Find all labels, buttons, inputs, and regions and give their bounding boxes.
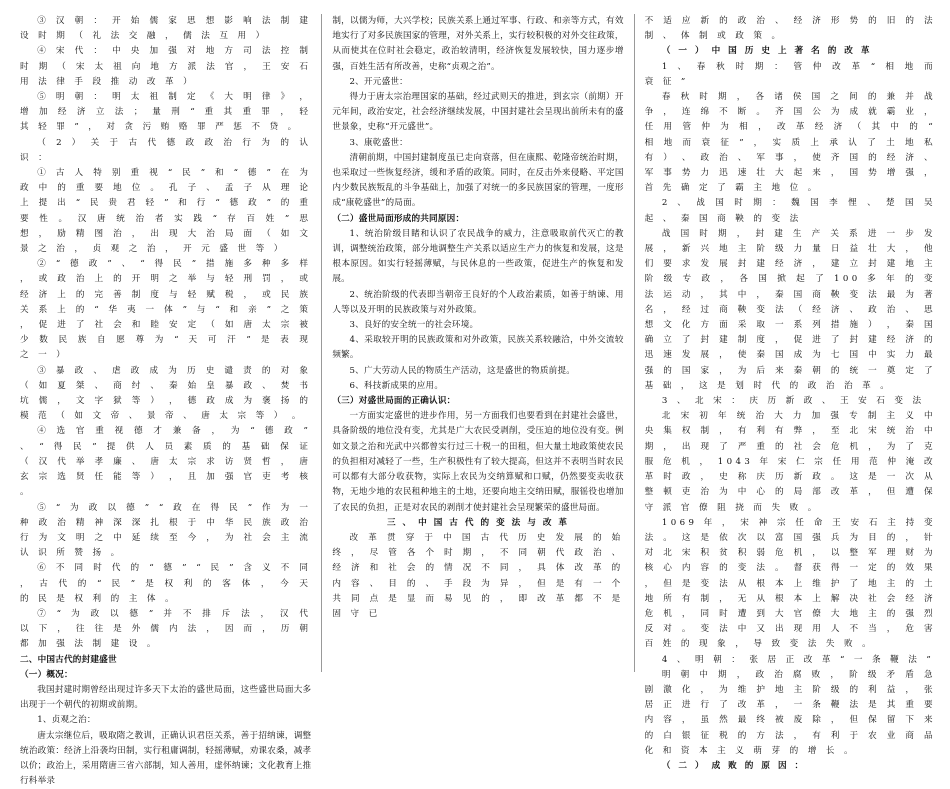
- paragraph: 我国封建时期曾经出现过许多天下太治的盛世局面，这些盛世局面大多出现于一个朝代的初期或前期。: [20, 684, 312, 711]
- paragraph: 得力于唐太宗治理国家的基础，经过武则天的推进，到玄宗（前期）开元年间，政治安定，社会经济继续发展，中国封建社会呈现出前所未有的盛世景象，史称“开元盛世”。: [332, 92, 624, 133]
- paragraph: ③ 暴 政 、 虐 政 成 为 历 史 谴 责 的 对 象 （ 如 夏 桀 、 商 纣 、 秦 始 皇 暴 政 、 焚 书 坑 儒 ， 文 字 狱 等 ） ， 德 政 成 为 褒 扬 的 模 范 （ 如 文 帝 、 景 帝 、 唐 太 宗 等 ） 。: [20, 365, 312, 422]
- paragraph: 4、采取较开明的民族政策和对外政策，民族关系较融洽，中外交流较频繁。: [332, 335, 624, 361]
- paragraph: 1069 年 ， 宋 神 宗 任 命 王 安 石 主 持 变 法 。 这 是 依 次 以 富 国 强 兵 为 目 的 ， 针 对 北 宋 积 贫 积 弱 危 机 ， 以 整 军 理 财 为 核 心 内 容 的 变 法 。 督 获 得 一 定 的 效 果 ， 但 是 变 法 从 根 本 上 维 护 了 地 主 的 土 地 所 有 制 ， 无 从 根 本 上 解 决 社 会 经 济 危 机 ， 同 时 遭 到 大 官 僚 大 地 主 的 强 烈 反 对 。 变 法 中 又 出 现 用 人 不 当 ， 危 害 百 姓 的 现 象 ， 导 致 变 法 失 败 。: [644, 517, 936, 650]
- paragraph: 5、广大劳动人民的物质生产活动，这是盛世的物质前提。: [349, 365, 576, 376]
- paragraph: 战 国 时 期 ， 封 建 生 产 关 系 进 一 步 发 展 ， 新 兴 地 主 阶 级 力 量 日 益 壮 大 ， 他 们 要 求 发 展 封 建 经 济 ， 建 立 封 建 地 主 阶 级 专 政 ， 各 国 掀 起 了 100 多 年 的 变 法 运 动 ， 其 中 ， 秦 国 商 鞅 变 法 最 为 著 名 ， 经 过 商 鞅 变 法 （ 经 济 、 政 治 、 思 想 文 化 方 面 采 取 一 系 列 措 施 ） ， 秦 国 确 立 了 封 建 制 度 ， 促 进 了 封 建 经 济 的 迅 速 发 展 ， 使 秦 国 成 为 七 国 中 实 力 最 强 的 国 家 ， 为 后 来 秦 朝 的 统 一 奠 定 了 基 础 ， 这 是 划 时 代 的 政 治 治 革 。: [644, 228, 936, 391]
- paragraph: 3、良好的安全统一的社会环境。: [349, 320, 479, 331]
- paragraph: 制，以儒为师，大兴学校；民族关系上通过军事、行政、和亲等方式，有效地实行了对多民族国家的管理，对外关系上，实行较积极的对外交往政策，从而使其在位时社会稳定，政治较清明，经济恢复发展较快，国力逐步增强，百姓生活有所改善，史称“贞观之治”。: [332, 16, 624, 72]
- paragraph: 1、贞观之治：: [37, 715, 96, 726]
- paragraph: （一）概况：: [20, 669, 73, 680]
- column-divider: [321, 14, 322, 672]
- paragraph: （ 2 ） 关 于 古 代 德 政 政 治 行 为 的 认 识 ：: [20, 137, 312, 163]
- paragraph: ① 古 人 特 别 重 视 “ 民 ” 和 “ 德 ” 在 为 政 中 的 重 要 地 位 。 孔 子 、 孟 子 从 理 论 上 提 出 “ 民 贵 君 轻 ” 和 行 “ 德 政 ” 的 重 要 性 。 汉 唐 统 治 者 实 践 “ 存 百 姓 ” 思 想 ， 励 精 图 治 ， 出 现 大 治 局 面 （ 如 文 景 之 治 ， 贞 观 之 治 ， 开 元 盛 世 等 ）: [20, 168, 312, 255]
- paragraph: 北 宋 初 年 统 治 大 力 加 强 专 制 主 义 中 央 集 权 制 ， 有 利 有 弊 ， 至 北 宋 统 治 中 期 ， 出 现 了 严 重 的 社 会 危 机 ， 为 了 克 服 危 机 ， 1043 年 宋 仁 宗 任 用 范 仲 淹 改 革 时 政 ， 史 称 庆 历 新 政 。 这 是 一 次 从 整 顿 吏 治 为 中 心 的 局 部 改 革 ， 但 遭 保 守 派 官 僚 阻 挠 而 失 败 。: [644, 411, 936, 513]
- paragraph: 唐太宗继位后，吸取隋之教训，正确认识君臣关系，善于招纳谏，调整统治政策：经济上沿袭均田制，实行租庸调制，轻摇薄赋，劝课农桑，减孝以价；政治上，采用隋唐三省六部制，知人善用，虚怀纳谏；文化教育上推行科举录: [20, 730, 312, 787]
- paragraph: 清朝前期，中国封建制度虽已走向衰落，但在康熙、乾隆帝统治时期，也采取过一些恢复经济，缓和矛盾的政策。同时，在反击外来侵略、平定国内少数民族叛乱的斗争基础上，加强了对统一的多民族国家的管理，一度形成“康乾盛世”的局面。: [332, 152, 624, 209]
- paragraph: 4 、 明 朝 ： 张 居 正 改 革 “ 一 条 鞭 法 ”: [661, 654, 935, 665]
- text-column-middle: [332, 14, 623, 672]
- paragraph: 2、统治阶级的代表即当朝帝王良好的个人政治素质，如善于纳谏、用人等以及开明的民族政策与对外政策。: [332, 289, 624, 315]
- paragraph: 不 适 应 新 的 政 治 、 经 济 形 势 的 旧 的 法 制 、 体 制 或 政 策 。: [644, 16, 936, 42]
- column-divider: [634, 14, 635, 672]
- paragraph: 三 、 中 国 古 代 的 变 法 与 改 革: [386, 517, 570, 528]
- paragraph: （ 二 ） 成 败 的 原 因 ：: [661, 760, 806, 771]
- paragraph: 3、康乾盛世：: [349, 137, 408, 148]
- paragraph: 一方面实定盛世的进步作用，另一方面我们也要看到在封建社会盛世，具备阶级的地位没有变，尤其是广大农民受剥削，受压迫的地位没有变。例如文景之治和光武中兴都曾实行过三十税一的田租，但大量土地政策使农民的负担相对减轻了一些，生产积极性有了较大提高，但这并不表明当时农民可以都有大部分收获物，实际上农民为交纳算赋和口赋，仍然要变卖收获物，无地少地的农民租种地主的土地，还要向地主交纳田赋，服徭役也增加了农民的负担，正是对农民的剥削才使封建社会呈现繁荣的盛世局面。: [332, 411, 624, 513]
- paragraph: ⑤ “ 为 政 以 德 ” “ 政 在 得 民 ” 作 为 一 种 政 治 精 神 深 深 扎 根 于 中 华 民 族 政 治 行 为 文 明 之 中 延 续 至 今 ， 为 社 会 主 流 认 识 所 赞 扬 。: [20, 502, 312, 559]
- paragraph: ③ 汉 朝 ： 开 始 儒 家 思 想 影 响 法 制 建 设 时 期 （ 礼 法 交 融 ， 儒 法 互 用 ）: [20, 16, 312, 42]
- text-column-right: [644, 14, 936, 771]
- paragraph: 1、统治阶级目睹和认识了农民战争的威力，注意吸取前代灭亡的教训，调整统治政策，部分地调整生产关系以适应生产力的恢复和发展，这是根本原因。如实行轻摇薄赋，与民休息的一些政策，促进生产的恢复和发展。: [332, 228, 624, 285]
- paragraph: 1 、 春 秋 时 期 ： 管 仲 改 革 “ 相 地 而 衰 征 ”: [644, 61, 936, 87]
- paragraph: ④ 宋 代 ： 中 央 加 强 对 地 方 司 法 控 制 时 期 （ 宋 太 祖 向 地 方 派 法 官 ， 王 安 石 用 法 律 手 段 推 动 改 革 ）: [20, 46, 312, 87]
- paragraph: （二）盛世局面形成的共同原因：: [332, 213, 465, 224]
- paragraph: 明 朝 中 期 ， 政 治 腐 败 ， 阶 级 矛 盾 急 剧 激 化 ， 为 维 护 地 主 阶 级 的 利 益 ， 张 居 正 进 行 了 改 革 ， 一 条 鞭 法 是 其 重 要 内 容 ， 虽 然 最 终 被 废 除 ， 但 保 留 下 来 的 白 银 征 税 的 方 法 ， 有 利 于 农 业 商 品 化 和 资 本 主 义 萌 芽 的 增 长 。: [644, 669, 936, 756]
- text-column-left: [20, 14, 312, 787]
- paragraph: ② “ 德 政 ” 、 “ 得 民 ” 措 施 多 种 多 样 ， 或 政 治 上 的 开 明 之 举 与 轻 刑 罚 ， 或 经 济 上 的 完 善 制 度 与 轻 赋 税 ， 或 民 族 关 系 上 的 “ 华 夷 一 体 ” 与 “ 和 亲 ” 之 策 ， 促 进 了 社 会 和 睦 安 定 （ 如 唐 太 宗 被 少 数 民 族 自 愿 尊 为 “ 天 可 汗 ” 是 表 现 之 一 ）: [20, 259, 312, 361]
- paragraph: 二、中国古代的封建盛世: [20, 654, 117, 665]
- paragraph: ⑤ 明 朝 ： 明 太 祖 制 定 《 大 明 律 》 ， 增 加 经 济 立 法 ； 量 刑 “ 重 其 重 罪 ， 轻 其 轻 罪 ” ， 对 贪 污 贿 赂 罪 严 惩 不 贷 。: [20, 92, 312, 133]
- paragraph: ④ 选 官 重 视 德 才 兼 备 ， 为 “ 德 政 ” 、 “ 得 民 ” 提 供 人 员 素 质 的 基 础 保 证 （ 汉 代 举 孝 廉 、 唐 太 宗 求 访 贤 哲 ， 唐 玄 宗 选 贤 任 能 等 ） ， 且 加 强 官 吏 考 核 。: [20, 426, 312, 498]
- paragraph: ⑥ 不 同 时 代 的 “ 德 ” “ 民 ” 含 义 不 同 ， 古 代 的 “ 民 ” 是 权 利 的 客 体 ， 今 天 的 民 是 权 利 的 主 体 。: [20, 563, 312, 604]
- paragraph: 3 、 北 宋 ： 庆 历 新 政 、 王 安 石 变 法: [661, 396, 925, 407]
- paragraph: 改 革 贯 穿 于 中 国 古 代 历 史 发 展 的 始 终 ， 尽 管 各 个 时 期 ， 不 同 朝 代 政 治 、 经 济 和 社 会 的 情 况 不 同 ， 具 体 改 革 的 内 容 、 目 的 、 手 段 为 异 ， 但 是 有 一 个 共 同 点 是 显 而 易 见 的 ， 即 改 革 都 不 是 固 守 已: [332, 532, 624, 619]
- paragraph: 6、科技新成果的应用。: [349, 380, 444, 391]
- paragraph: 春 秋 时 期 ， 各 诸 侯 国 之 间 的 兼 并 战 争 ， 连 绵 不 断 。 齐 国 公 为 成 就 霸 业 ， 任 用 管 仲 为 相 ， 改 革 经 济 （ 其 中 的 “ 相 地 而 衰 征 ” ， 实 质 上 承 认 了 土 地 私 有 ） 、 政 治 、 军 事 ， 使 齐 国 的 经 济 、 军 事 势 力 迅 速 壮 大 起 来 ， 国 势 增 强 ， 首 先 确 定 了 霸 主 地 位 。: [644, 92, 936, 194]
- paragraph: ⑦ “ 为 政 以 德 ” 并 不 排 斥 法 ， 汉 代 以 下 ， 往 往 是 外 儒 内 法 ， 因 而 ， 历 朝 都 加 强 法 制 建 设 。: [20, 608, 312, 650]
- paragraph: （ 一 ） 中 国 历 史 上 著 名 的 改 革: [661, 46, 872, 57]
- paragraph: 2 、 战 国 时 期 ： 魏 国 李 悝 、 楚 国 吴 起 、 秦 国 商 鞅 的 变 法: [644, 198, 936, 224]
- paragraph: （三）对盛世局面的正确认识：: [332, 396, 456, 407]
- paragraph: 2、开元盛世：: [349, 76, 408, 87]
